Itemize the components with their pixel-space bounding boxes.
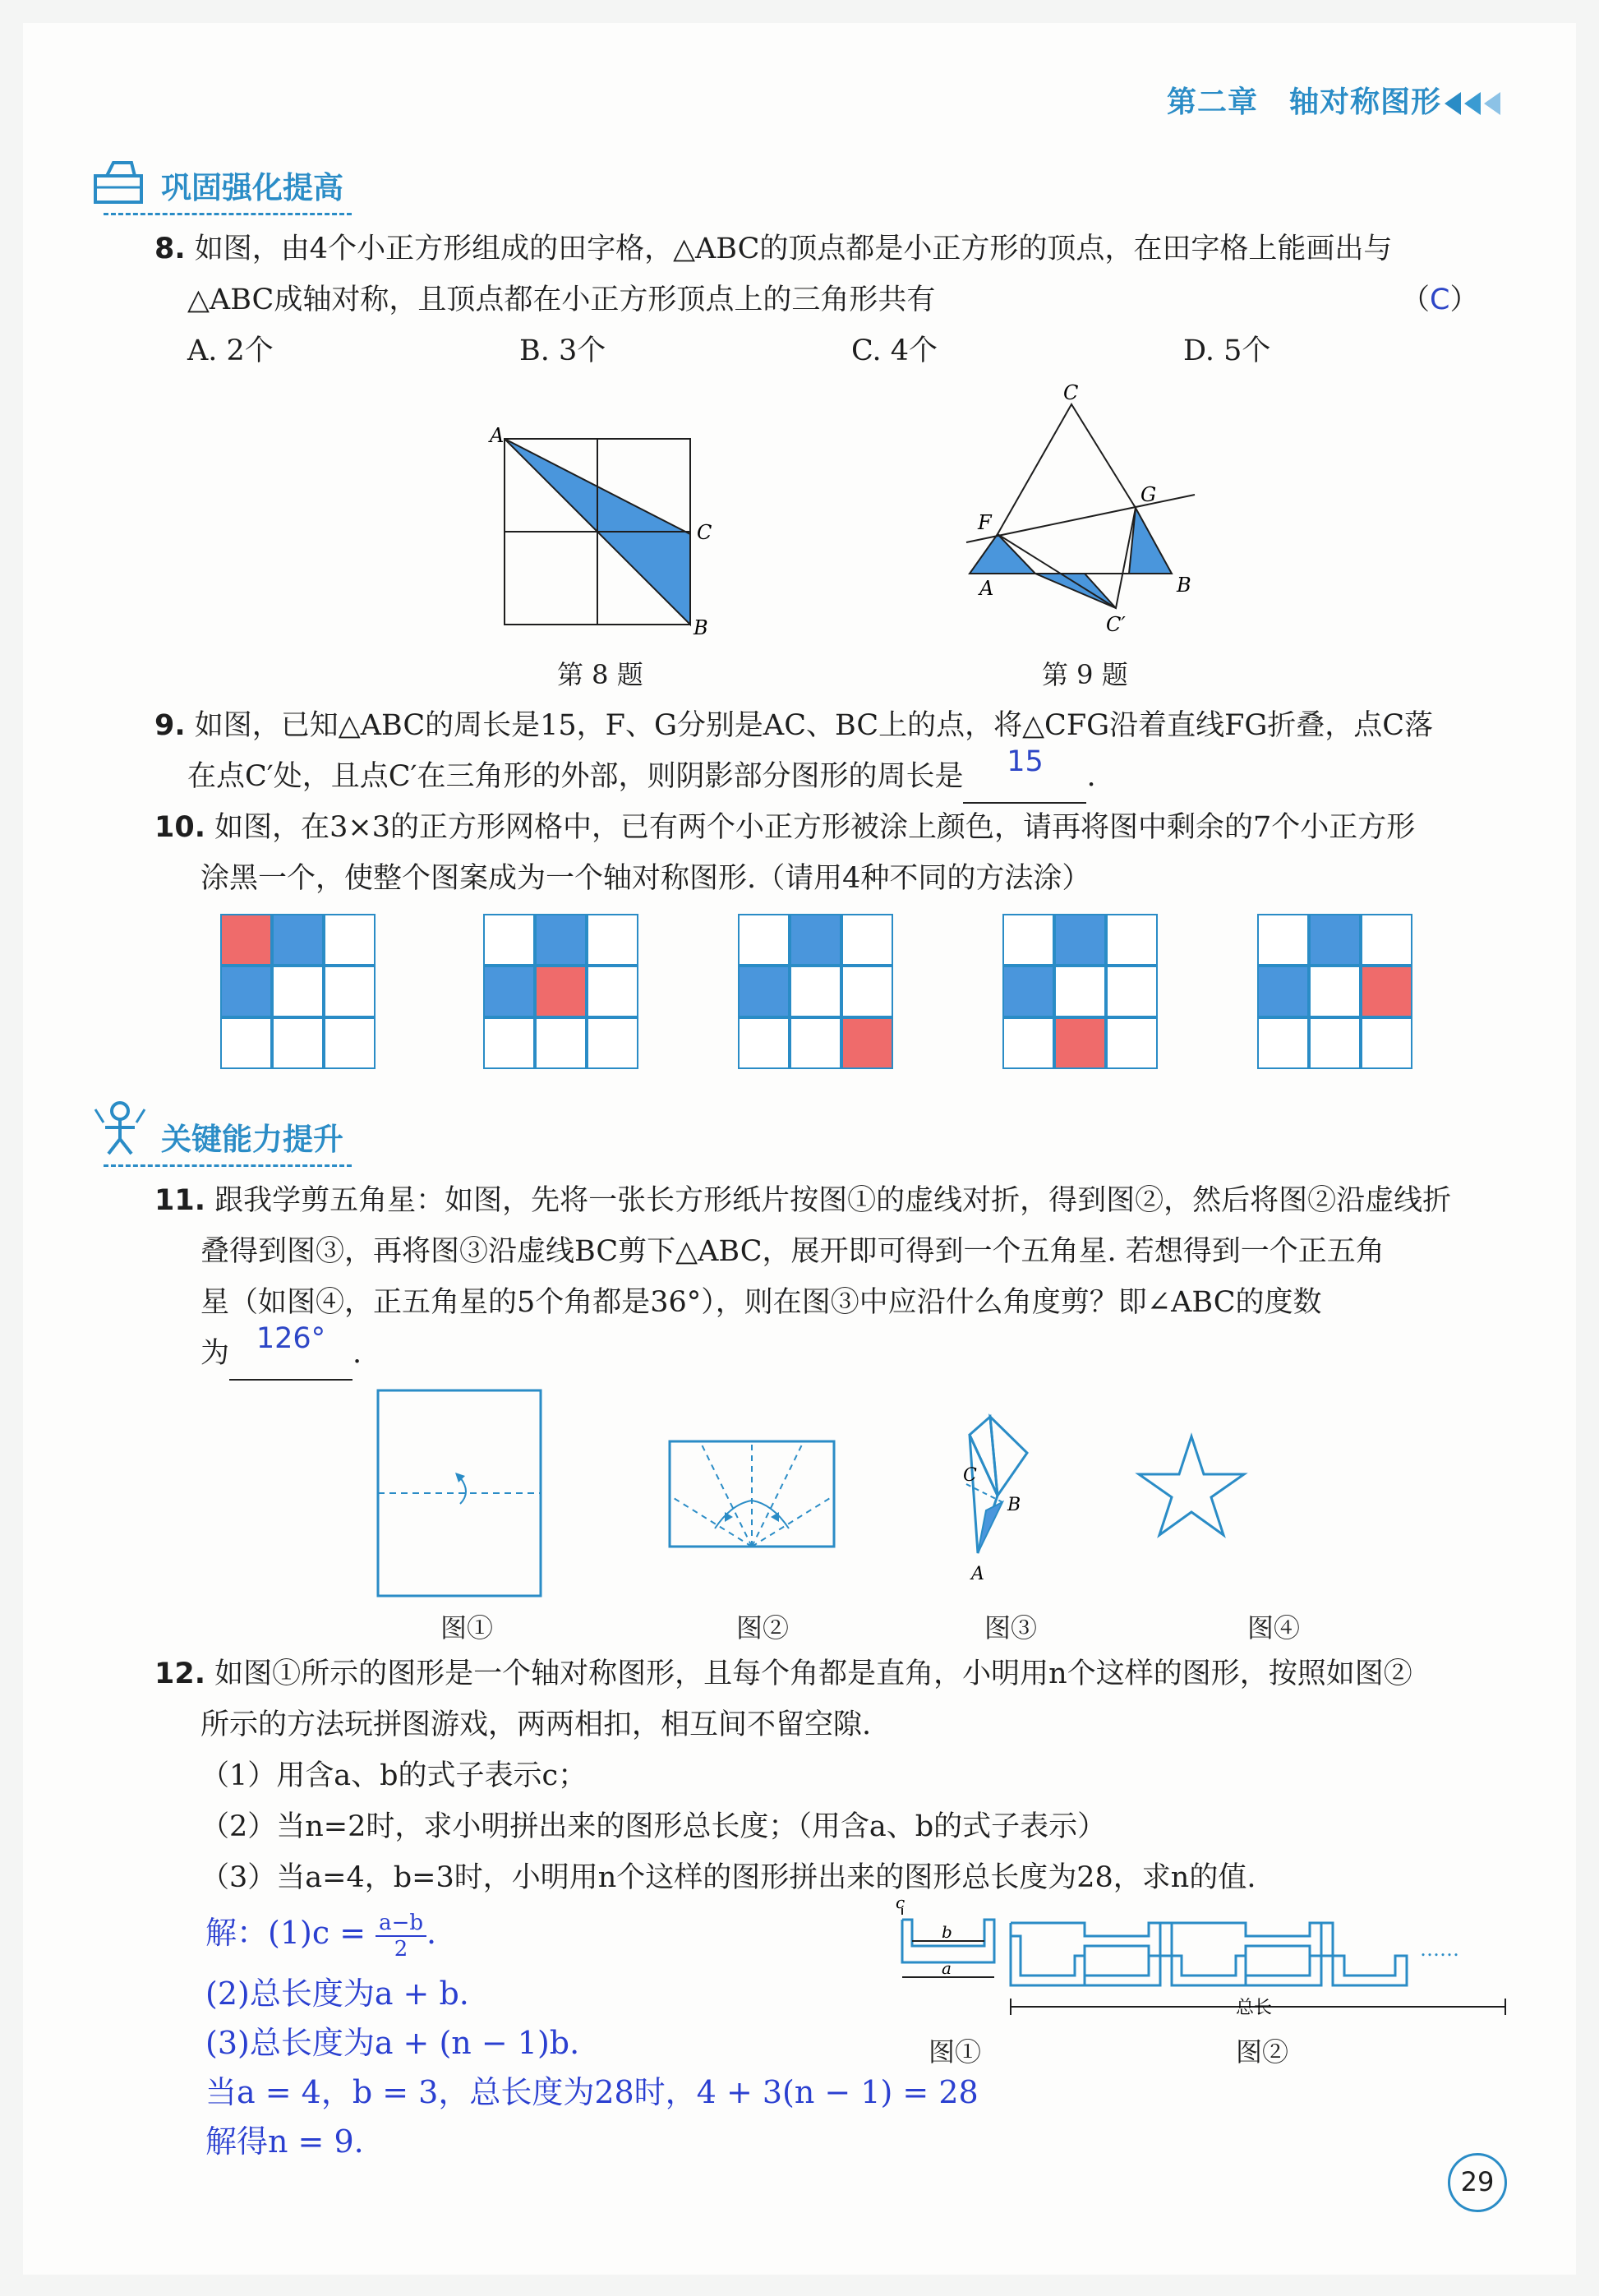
- option-a: A. 2个: [187, 334, 274, 367]
- ellipsis: ……: [1420, 1938, 1459, 1961]
- grid-cell[interactable]: [1002, 914, 1054, 966]
- sub-question-1: （1）用含a、b的式子表示c；: [200, 1759, 588, 1792]
- question-number: 8.: [154, 233, 186, 265]
- question-text: 涂黑一个，使整个图案成为一个轴对称图形.（请用4种不同的方法涂）: [200, 862, 1091, 895]
- grid-cell[interactable]: [1106, 1017, 1158, 1069]
- question-number: 11.: [154, 1184, 206, 1217]
- label-total: 总长: [1236, 1998, 1273, 2018]
- question-text: 如图①所示的图形是一个轴对称图形，且每个角都是直角，小明用n个这样的图形，按照如图②: [214, 1657, 1412, 1690]
- grid-cell[interactable]: [324, 1017, 376, 1069]
- caption-q8: 第 8 题: [557, 659, 643, 690]
- grid-cell[interactable]: [220, 1017, 272, 1069]
- caption-q12-fig1: 图①: [929, 2036, 982, 2068]
- grid-cell[interactable]: [1106, 966, 1158, 1017]
- grid-cell[interactable]: [587, 966, 638, 1017]
- grid-cell[interactable]: [1002, 1017, 1054, 1069]
- grid-cell[interactable]: [1257, 914, 1309, 966]
- label-a: A: [979, 577, 994, 600]
- grid-cell[interactable]: [220, 914, 272, 966]
- grid-cell[interactable]: [841, 914, 893, 966]
- chapter-label: 第二章: [1166, 85, 1258, 119]
- fraction-numerator: a−b: [376, 1911, 426, 1937]
- label-a: A: [490, 424, 505, 447]
- label-c-prime: C′: [1106, 613, 1126, 636]
- grid-cell[interactable]: [790, 966, 841, 1017]
- grid-cell[interactable]: [272, 966, 324, 1017]
- grid-cell[interactable]: [1054, 1017, 1106, 1069]
- question-text: 所示的方法玩拼图游戏，两两相扣，相互间不留空隙.: [200, 1708, 872, 1741]
- grid-cell[interactable]: [587, 914, 638, 966]
- section-title-text: 关键能力提升: [161, 1122, 343, 1157]
- grid-cell[interactable]: [1054, 966, 1106, 1017]
- question-text: 如图，已知△ABC的周长是15，F、G分别是AC、BC上的点，将△CFG沿着直线FG折叠，点C落: [194, 709, 1434, 742]
- grid-3x3: [1257, 914, 1412, 1069]
- paren-open: （: [1401, 284, 1431, 316]
- arrow-left-icon: [1464, 92, 1481, 115]
- question-text: 星（如图④，正五角星的5个角都是36°），则在图③中应沿什么角度剪？即∠ABC的度数: [200, 1286, 1322, 1319]
- question-11: [154, 1175, 1451, 1381]
- grid-cell[interactable]: [738, 1017, 790, 1069]
- question-number: 9.: [154, 709, 186, 742]
- question-12: [154, 1648, 1412, 1903]
- arrow-left-icon: [1484, 92, 1500, 115]
- grid-cell[interactable]: [738, 914, 790, 966]
- grid-cell[interactable]: [535, 1017, 587, 1069]
- solution-line-5: 解得n = 9.: [205, 2123, 364, 2160]
- grid-cell[interactable]: [1309, 1017, 1361, 1069]
- paren-close: ）: [1449, 284, 1479, 316]
- option-b: B. 3个: [519, 334, 606, 367]
- solution-text: 解：(1)c =: [205, 1915, 376, 1951]
- grid-cell[interactable]: [535, 966, 587, 1017]
- grid-cell[interactable]: [1257, 1017, 1309, 1069]
- label-b: B: [694, 616, 708, 639]
- grid-cell[interactable]: [1361, 914, 1412, 966]
- grid-cell[interactable]: [1309, 914, 1361, 966]
- grid-cell[interactable]: [324, 914, 376, 966]
- grid-3x3: [483, 914, 638, 1069]
- option-c: C. 4个: [851, 334, 938, 367]
- label-a: a: [942, 1958, 952, 1978]
- question-text: △ABC成轴对称，且顶点都在小正方形顶点上的三角形共有: [187, 284, 936, 316]
- answer-blank: [229, 1322, 353, 1381]
- solution-text: .: [426, 1915, 437, 1951]
- grid-cell[interactable]: [483, 1017, 535, 1069]
- period: .: [1086, 760, 1096, 793]
- grid-cell[interactable]: [1361, 1017, 1412, 1069]
- section-underline: [104, 1164, 352, 1167]
- grid-cell[interactable]: [1002, 966, 1054, 1017]
- question-number: 12.: [154, 1657, 206, 1690]
- answer-value: 126°: [256, 1322, 326, 1355]
- chapter-header: [1167, 79, 1500, 121]
- page-number: 29: [1448, 2153, 1507, 2212]
- solution-line-3: (3)总长度为a + (n − 1)b.: [205, 2025, 580, 2061]
- label-f: F: [978, 511, 992, 534]
- grid-cell[interactable]: [324, 966, 376, 1017]
- question-text: 如图，在3×3的正方形网格中，已有两个小正方形被涂上颜色，请再将图中剩余的7个小正方形: [214, 811, 1416, 844]
- label-c: C: [963, 1465, 977, 1486]
- toolbox-icon: [89, 158, 154, 207]
- arrow-left-icon: [1445, 92, 1461, 115]
- answer-value: 15: [1007, 745, 1044, 778]
- person-icon: [87, 1098, 153, 1157]
- question-8: [154, 224, 1392, 325]
- caption-q9: 第 9 题: [1042, 659, 1128, 690]
- grid-cell[interactable]: [1054, 914, 1106, 966]
- section-underline: [104, 213, 352, 215]
- question-text: 跟我学剪五角星：如图，先将一张长方形纸片按图①的虚线对折，得到图②，然后将图②沿虚线折: [214, 1184, 1452, 1217]
- label-c: C: [697, 521, 712, 544]
- grid-3x3: [220, 914, 376, 1069]
- grid-cell[interactable]: [738, 966, 790, 1017]
- chapter-title: 轴对称图形: [1288, 85, 1441, 119]
- grid-cell[interactable]: [790, 914, 841, 966]
- grid-cell[interactable]: [272, 914, 324, 966]
- figure-q11: [370, 1389, 1339, 1602]
- label-b: b: [942, 1922, 952, 1942]
- section-title-text: 巩固强化提高: [161, 170, 343, 205]
- period: .: [353, 1337, 362, 1370]
- grid-cell[interactable]: [483, 914, 535, 966]
- grid-3x3: [1002, 914, 1158, 1069]
- label-g: G: [1140, 483, 1157, 506]
- grid-cell[interactable]: [272, 1017, 324, 1069]
- grid-cell[interactable]: [841, 966, 893, 1017]
- answer-paren: [1401, 274, 1478, 325]
- label-b: B: [1007, 1495, 1021, 1515]
- label-a: A: [971, 1564, 984, 1584]
- solution-line-1: [205, 1908, 436, 1962]
- question-9: [154, 700, 1433, 804]
- fraction-denominator: 2: [394, 1936, 408, 1962]
- figure-q12: [887, 1893, 1512, 2051]
- label-c: C: [1063, 381, 1079, 404]
- answer-blank: [963, 745, 1086, 804]
- figure-q9: [953, 381, 1216, 641]
- question-number: 10.: [154, 811, 206, 844]
- grid-cell[interactable]: [1106, 914, 1158, 966]
- grid-3x3: [738, 914, 893, 1069]
- grid-cell[interactable]: [220, 966, 272, 1017]
- question-text: 为: [200, 1337, 230, 1370]
- sub-question-3: （3）当a=4，b=3时，小明用n个这样的图形拼出来的图形总长度为28，求n的值.: [200, 1861, 1256, 1894]
- question-text: 叠得到图③，再将图③沿虚线BC剪下△ABC，展开即可得到一个五角星. 若想得到一个正五角: [200, 1235, 1385, 1268]
- label-c: c: [896, 1893, 905, 1912]
- question-10: [154, 802, 1415, 904]
- solution-line-2: (2)总长度为a + b.: [205, 1976, 469, 2012]
- caption-fig3: 图③: [984, 1612, 1038, 1644]
- grid-cell[interactable]: [790, 1017, 841, 1069]
- caption-fig4: 图④: [1247, 1612, 1301, 1644]
- solution-line-4: 当a = 4，b = 3，总长度为28时，4 + 3(n − 1) = 28: [205, 2074, 979, 2110]
- caption-fig1: 图①: [440, 1612, 494, 1644]
- section-title-ability: [161, 1114, 343, 1159]
- option-d: D. 5个: [1183, 334, 1271, 367]
- caption-fig2: 图②: [736, 1612, 790, 1644]
- grid-cell[interactable]: [535, 914, 587, 966]
- section-title-consolidate: [161, 163, 343, 207]
- grid-cell[interactable]: [1257, 966, 1309, 1017]
- question-text: 如图，由4个小正方形组成的田字格，△ABC的顶点都是小正方形的顶点，在田字格上能画出与: [194, 233, 1393, 265]
- question-text: 在点C′处，且点C′在三角形的外部，则阴影部分图形的周长是: [187, 760, 964, 793]
- sub-question-2: （2）当n=2时，求小明拼出来的图形总长度；（用含a、b的式子表示）: [200, 1810, 1107, 1843]
- fraction: [376, 1911, 426, 1962]
- grid-cell[interactable]: [1309, 966, 1361, 1017]
- figure-q8: [485, 419, 723, 641]
- caption-q12-fig2: 图②: [1236, 2036, 1289, 2068]
- answer-choice: C: [1430, 284, 1450, 316]
- grid-cell[interactable]: [1361, 966, 1412, 1017]
- grid-cell[interactable]: [841, 1017, 893, 1069]
- label-b: B: [1177, 574, 1191, 597]
- grid-cell[interactable]: [483, 966, 535, 1017]
- grid-cell[interactable]: [587, 1017, 638, 1069]
